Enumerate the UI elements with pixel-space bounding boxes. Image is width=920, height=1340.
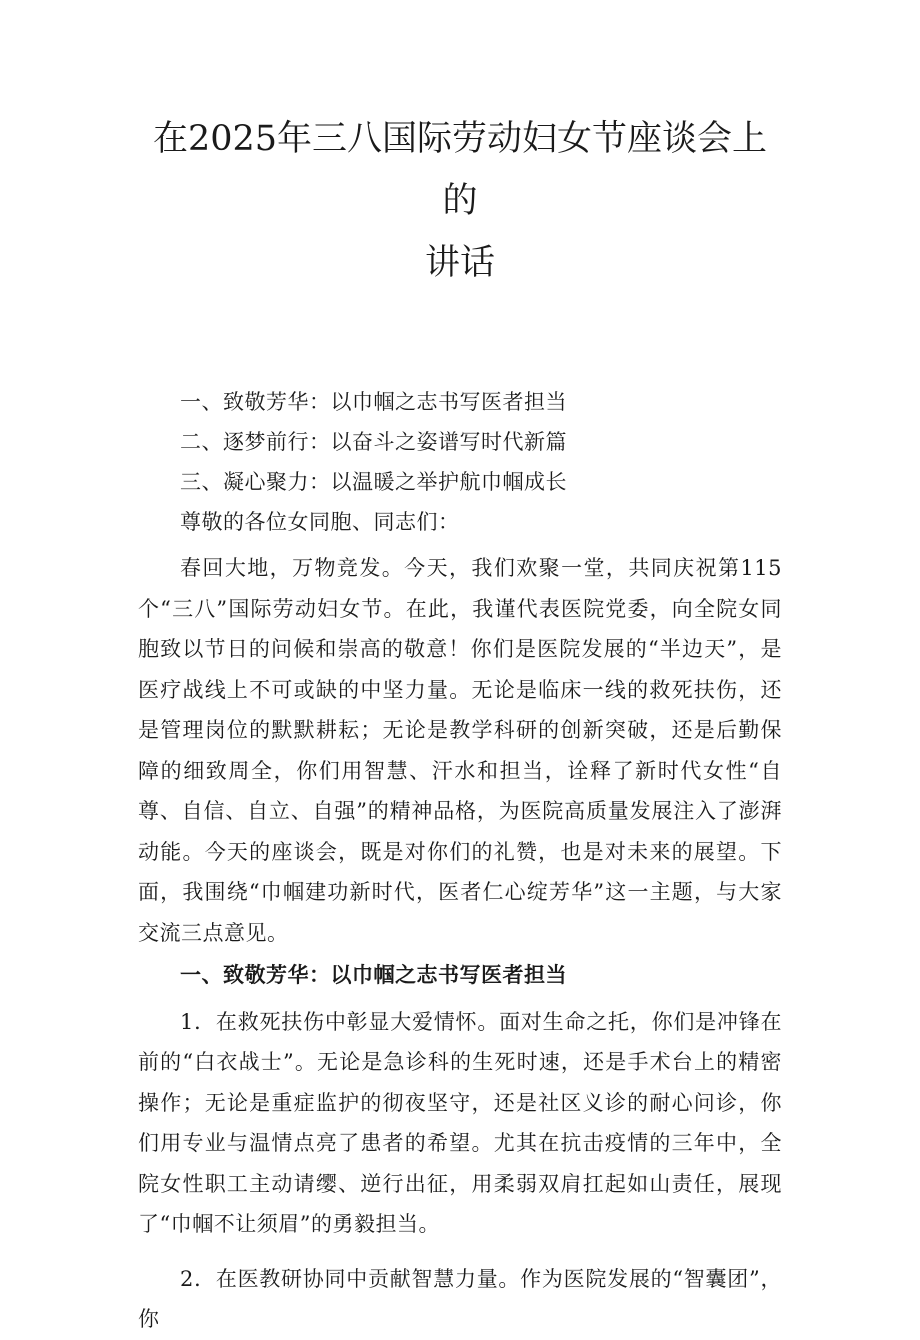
title-line-2: 讲话 (424, 243, 495, 283)
document-title (138, 108, 782, 294)
intro-paragraph: 春回大地，万物竞发。今天，我们欢聚一堂，共同庆祝第115个“三八”国际劳动妇女节。在此，我谨代表医院党委，向全院女同胞致以节日的问候和崇高的敬意！你们是医院发展的“半边天”，是医疗战线上不可或缺的中坚力量。无论是临床一线的救死扶伤，还是管理岗位的默默耕耘；无论是教学科研的创新突破，还是后勤保障的细致周全，你们用智慧、汗水和担当，诠释了新时代女性“自尊、自信、自立、自强”的精神品格，为医院高质量发展注入了澎湃动能。今天的座谈会，既是对你们的礼赞，也是对未来的展望。下面，我围绕“巾帼建功新时代，医者仁心绽芳华”这一主题，与大家交流三点意见。 (138, 556, 782, 945)
item-2-paragraph: 2．在医教研协同中贡献智慧力量。作为医院发展的“智囊团”，你 (138, 1266, 782, 1331)
salutation: 尊敬的各位女同胞、同志们： (180, 510, 460, 534)
outline-item-2: 二、逐梦前行：以奋斗之姿谱写时代新篇 (180, 430, 567, 454)
outline-item-1: 一、致敬芳华：以巾帼之志书写医者担当 (180, 390, 567, 414)
outline-item-3: 三、凝心聚力：以温暖之举护航巾帼成长 (180, 470, 567, 494)
outline (138, 382, 782, 502)
item-1-paragraph: 1．在救死扶伤中彰显大爱情怀。面对生命之托，你们是冲锋在前的“白衣战士”。无论是急诊科的生死时速，还是手术台上的精密操作；无论是重症监护的彻夜坚守，还是社区义诊的耐心问诊，你们用专业与温情点亮了患者的希望。尤其在抗击疫情的三年中，全院女性职工主动请缨、逆行出征，用柔弱双肩扛起如山责任，展现了“巾帼不让须眉”的勇毅担当。 (138, 1009, 782, 1236)
section-1-heading: 一、致敬芳华：以巾帼之志书写医者担当 (180, 962, 567, 987)
title-line-1: 在2025年三八国际劳动妇女节座谈会上的 (152, 119, 768, 221)
